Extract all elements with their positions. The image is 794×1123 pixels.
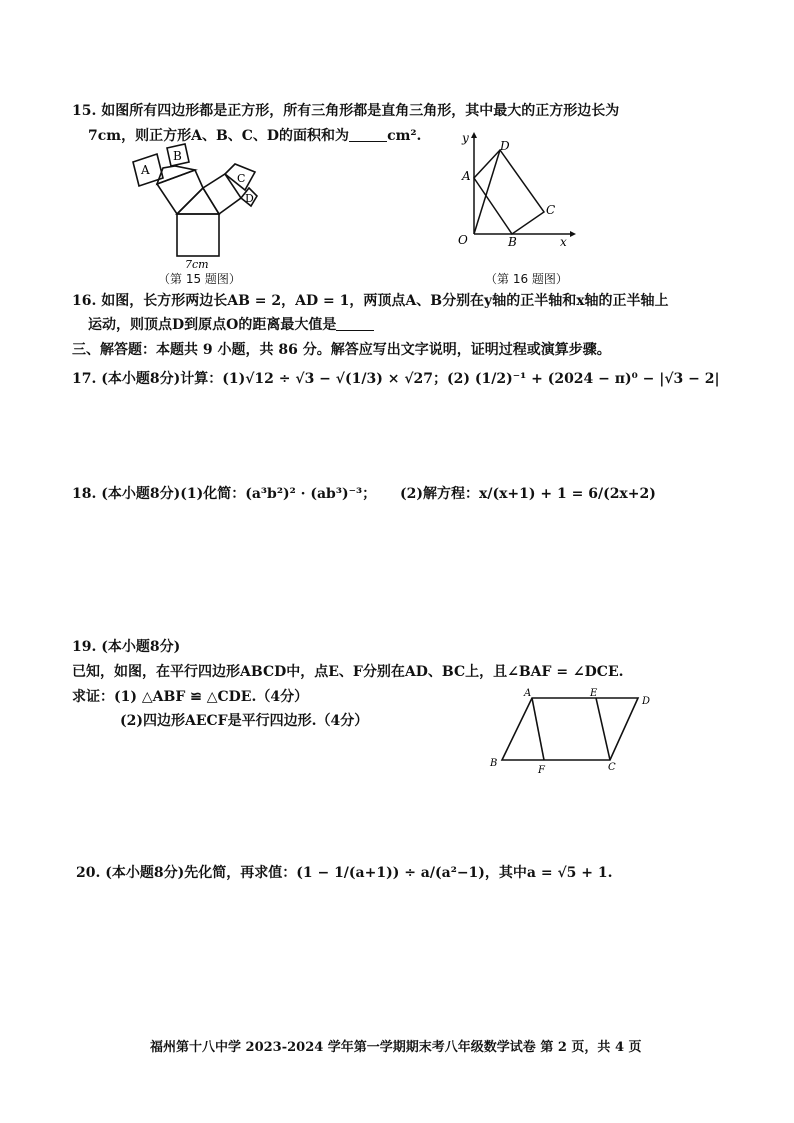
q16-caption: （第 16 题图） [485, 272, 568, 286]
q16-segment-OD [474, 150, 500, 234]
q15-line1: 15. 如图所有四边形都是正方形，所有三角形都是直角三角形，其中最大的正方形边长为 [72, 103, 620, 119]
q19-prove1: 求证：(1) △ABF ≌ △CDE.（4分） [72, 689, 309, 705]
q15-label-C: C [237, 172, 246, 185]
q19-label-D: D [642, 696, 651, 707]
q16-label-A: A [462, 169, 471, 183]
q16-line2 [88, 316, 374, 334]
section3-heading: 三、解答题：本题共 9 小题，共 86 分。解答应写出文字说明，证明过程或演算步骤。 [72, 342, 611, 358]
q16-y-arrow [471, 132, 477, 138]
q15-answer-blank [349, 127, 387, 142]
q16-answer-blank [336, 316, 374, 331]
q19-title: 19. (本小题8分) [72, 639, 181, 655]
q19-segment-AF [532, 698, 544, 760]
q16-line1: 16. 如图，长方形两边长AB = 2，AD = 1，两顶点A、B分别在y轴的正半轴和x轴的正半轴上 [72, 293, 669, 309]
q16-rectangle [474, 150, 544, 234]
q19-parallelogram [502, 698, 638, 760]
q15-label-7cm: 7cm [185, 258, 209, 270]
q15-label-D: D [245, 192, 254, 205]
q16-label-C: C [546, 203, 556, 217]
q15-largest-square [177, 214, 219, 256]
q15-label-A: A [141, 163, 150, 177]
q16-line2-text: 运动，则顶点D到原点O的距离最大值是 [88, 317, 337, 333]
q19-label-C: C [608, 762, 616, 773]
q15-square-left [157, 170, 203, 214]
q19-segment-EC [596, 698, 610, 760]
q19-given: 已知，如图，在平行四边形ABCD中，点E、F分别在AD、BC上，且∠BAF = ∠DCE. [72, 664, 624, 680]
q19-label-A: A [524, 688, 532, 699]
q16-label-x: x [560, 235, 567, 249]
q19-figure [486, 686, 656, 774]
q19-label-E: E [590, 688, 598, 699]
q20: 20. (本小题8分)先化简，再求值：(1 − 1/(a+1)) ÷ a/(a²−1)，其中a = √5 + 1. [76, 865, 613, 881]
q16-figure [452, 128, 582, 250]
q19-label-B: B [490, 758, 498, 769]
q16-label-y: y [462, 131, 469, 145]
q15-square-right [203, 174, 241, 214]
q15-caption: （第 15 题图） [158, 272, 241, 286]
q16-label-O: O [458, 233, 468, 247]
q16-x-arrow [570, 231, 576, 237]
q16-label-D: D [500, 139, 510, 153]
page-footer: 福州第十八中学 2023-2024 学年第一学期期末考八年级数学试卷 第 2 页，共 4 页 [150, 1040, 642, 1055]
q19-label-F: F [538, 765, 545, 774]
q15-label-B: B [173, 149, 182, 163]
q15-figure [125, 140, 275, 270]
q17: 17. (本小题8分)计算：(1)√12 ÷ √3 − √(1/3) × √27；(2) (1/2)⁻¹ + (2024 − π)⁰ − |√3 − 2| [72, 371, 720, 387]
q18-part1: 18. (本小题8分)(1)化简：(a³b²)² · (ab³)⁻³； [72, 486, 377, 502]
q15-line2-post: cm². [387, 128, 422, 144]
q18-part2: (2)解方程：x/(x+1) + 1 = 6/(2x+2) [400, 486, 656, 502]
q16-label-B: B [508, 235, 517, 249]
q19-prove2: (2)四边形AECF是平行四边形.（4分） [120, 713, 369, 729]
q15-line2-pre: 7cm，则正方形A、B、C、D的面积和为 [88, 128, 350, 144]
